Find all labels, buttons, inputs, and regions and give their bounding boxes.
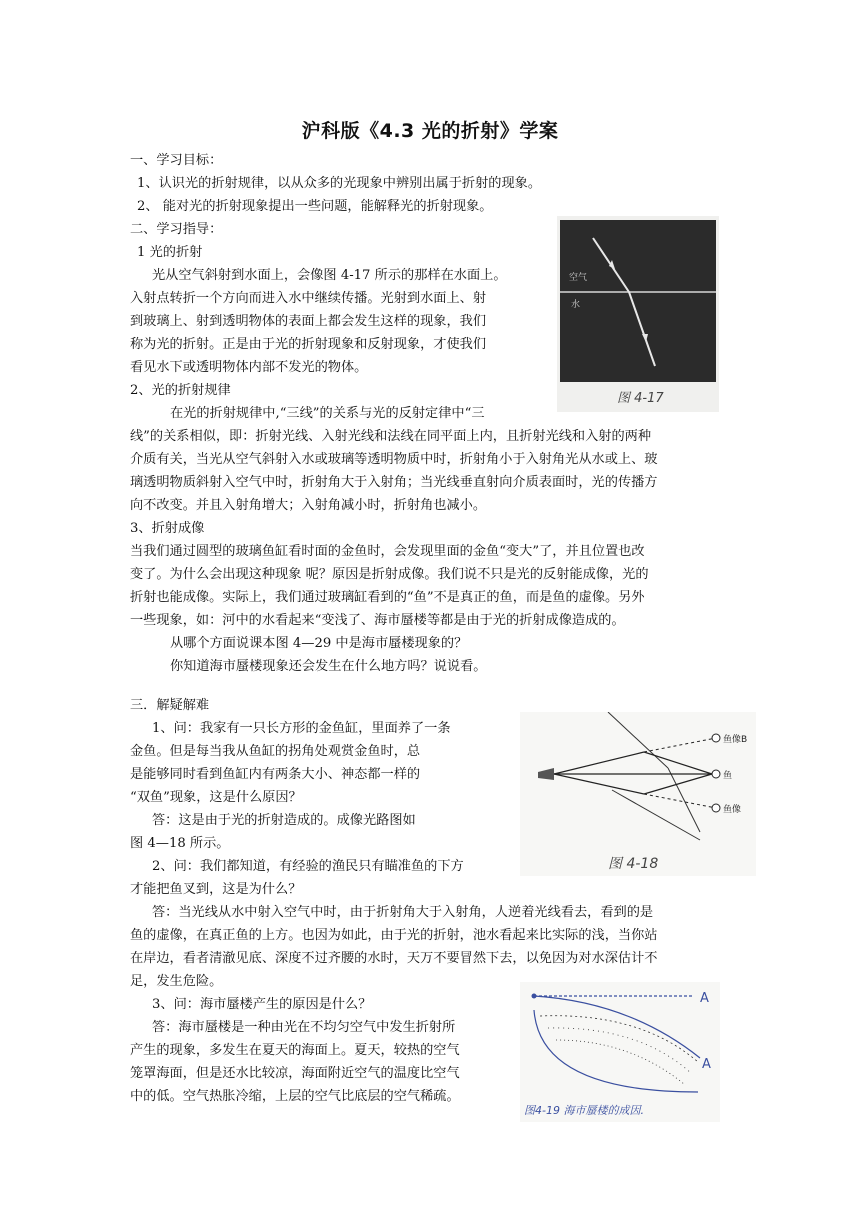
paragraph-line: 答：当光线从水中射入空气中时，由于折射角大于入射角，人逆着光线看去，看到的是 [152, 905, 654, 920]
paragraph-line: 答：这是由于光的折射造成的。成像光路图如 [152, 813, 416, 828]
figure-background [520, 712, 756, 876]
question-line: 从哪个方面说课本图 4—29 中是海市蜃楼现象的？ [170, 636, 468, 651]
paragraph-line: 到玻璃上、射到透明物体的表面上都会发生这样的现象，我们 [130, 314, 487, 329]
paragraph-line: 笼罩海面，但是还水比较凉，海面附近空气的温度比空气 [130, 1066, 460, 1081]
paragraph-line: 璃透明物质斜射入空气中时，折射角大于入射角；当光线垂直射向介质表面时，光的传播方 [130, 475, 658, 490]
label-fish: 鱼 [723, 771, 733, 781]
photo-dark-area [560, 220, 716, 382]
double-fish-diagram [520, 712, 756, 876]
paragraph-line: 介质有关，当光从空气斜射入水或玻璃等透明物质中时，折射角小于入射角光从水或上、玻 [130, 452, 658, 467]
subheading: 3、折射成像 [130, 521, 205, 536]
paragraph-line: 称为光的折射。正是由于光的折射现象和反射现象，才使我们 [130, 337, 487, 352]
paragraph-line: 光从空气斜射到水面上，会像图 4-17 所示的那样在水面上。 [152, 268, 507, 283]
label-a-bottom: A [702, 1057, 711, 1072]
figure-caption: 图 4-18 [608, 856, 659, 872]
paragraph-line: 3、问：海市蜃楼产生的原因是什么？ [152, 997, 372, 1012]
paragraph-line: 答：海市蜃楼是一种由光在不均匀空气中发生折射所 [152, 1020, 456, 1035]
paragraph-line: 折射也能成像。实际上，我们通过玻璃缸看到的“鱼”不是真正的鱼，而是鱼的虚像。另外 [130, 590, 645, 605]
figure-caption: 图4-19 海市蜃楼的成因. [524, 1104, 644, 1117]
paragraph-line: 一些现象，如：河中的水看起来“变浅了、海市蜃楼等都是由于光的折射成像造成的。 [130, 613, 625, 628]
refraction-photo-figure [557, 216, 719, 412]
subheading: 2、光的折射规律 [130, 383, 231, 398]
paragraph-line: 线”的关系相似，即：折射光线、入射光线和法线在同平面上内，且折射光线和入射的两种 [130, 429, 652, 444]
section-heading-qa: 三．解疑解难 [130, 698, 210, 713]
mirage-diagram [520, 982, 720, 1122]
section-heading-goals: 一、学习目标： [130, 153, 223, 168]
paragraph-line: 变了。为什么会出现这种现象 呢？原因是折射成像。我们说不只是光的反射能成像，光的 [130, 567, 649, 582]
label-fish-image-bottom: 鱼像 [723, 805, 742, 815]
figure-caption: 图 4-17 [617, 391, 664, 406]
goal-item: 2、 能对光的折射现象提出一些问题，能解释光的折射现象。 [137, 199, 493, 214]
paragraph-line: 在岸边，看者清澈见底、深度不过齐腰的水时，天万不要冒然下去，以免因为对水深估计不 [130, 951, 658, 966]
label-a-top: A [700, 991, 709, 1006]
paragraph-line: 看见水下或透明物体内部不发光的物体。 [130, 360, 368, 375]
paragraph-line: 鱼的虚像，在真正鱼的上方。也因为如此，由于光的折射，池水看起来比实际的浅，当你站 [130, 928, 658, 943]
paragraph-line: 金鱼。但是每当我从鱼缸的拐角处观赏金鱼时，总 [130, 744, 421, 759]
figure-background [520, 982, 720, 1122]
paragraph-line: 2、问：我们都知道，有经验的渔民只有瞄准鱼的下方 [152, 859, 464, 874]
label-water: 水 [571, 300, 581, 310]
subheading: 1 光的折射 [137, 245, 203, 260]
paragraph-line: 当我们通过圆型的玻璃鱼缸看时面的金鱼时，会发现里面的金鱼“变大”了，并且位置也改 [130, 544, 645, 559]
paragraph-line: “双鱼”现象，这是什么原因？ [130, 790, 302, 805]
document-title: 沪科版《4.3 光的折射》学案 [301, 120, 559, 142]
paragraph-line: 图 4—18 所示。 [130, 836, 230, 851]
fish-icon [712, 770, 720, 778]
fish-image-bottom-icon [712, 804, 720, 812]
paragraph-line: 足，发生危险。 [130, 974, 223, 989]
paragraph-line: 产生的现象，多发生在夏天的海面上。夏天，较热的空气 [130, 1043, 460, 1058]
paragraph-line: 入射点转折一个方向而进入水中继续传播。光射到水面上、射 [130, 291, 487, 306]
paragraph-line: 是能够同时看到鱼缸内有两条大小、神态都一样的 [130, 767, 421, 782]
paragraph-line: 在光的折射规律中,“三线”的关系与光的反射定律中“三 [170, 406, 485, 421]
goal-item: 1、认识光的折射规律，以从众多的光现象中辨别出属于折射的现象。 [137, 176, 542, 191]
paragraph-line: 1、问：我家有一只长方形的金鱼缸，里面养了一条 [152, 721, 451, 736]
fish-image-top-icon [712, 734, 720, 742]
label-air: 空气 [569, 273, 588, 283]
observer-point-icon [532, 994, 537, 999]
question-line: 你知道海市蜃楼现象还会发生在什么地方吗？说说看。 [170, 659, 487, 674]
paragraph-line: 向不改变。并且入射角增大；入射角减小时，折射角也减小。 [130, 498, 487, 513]
paragraph-line: 才能把鱼叉到，这是为什么？ [130, 882, 302, 897]
section-heading-guide: 二、学习指导： [130, 222, 223, 237]
label-fish-image-top: 鱼像B [723, 735, 748, 745]
paragraph-line: 中的低。空气热胀冷缩，上层的空气比底层的空气稀疏。 [130, 1089, 460, 1104]
